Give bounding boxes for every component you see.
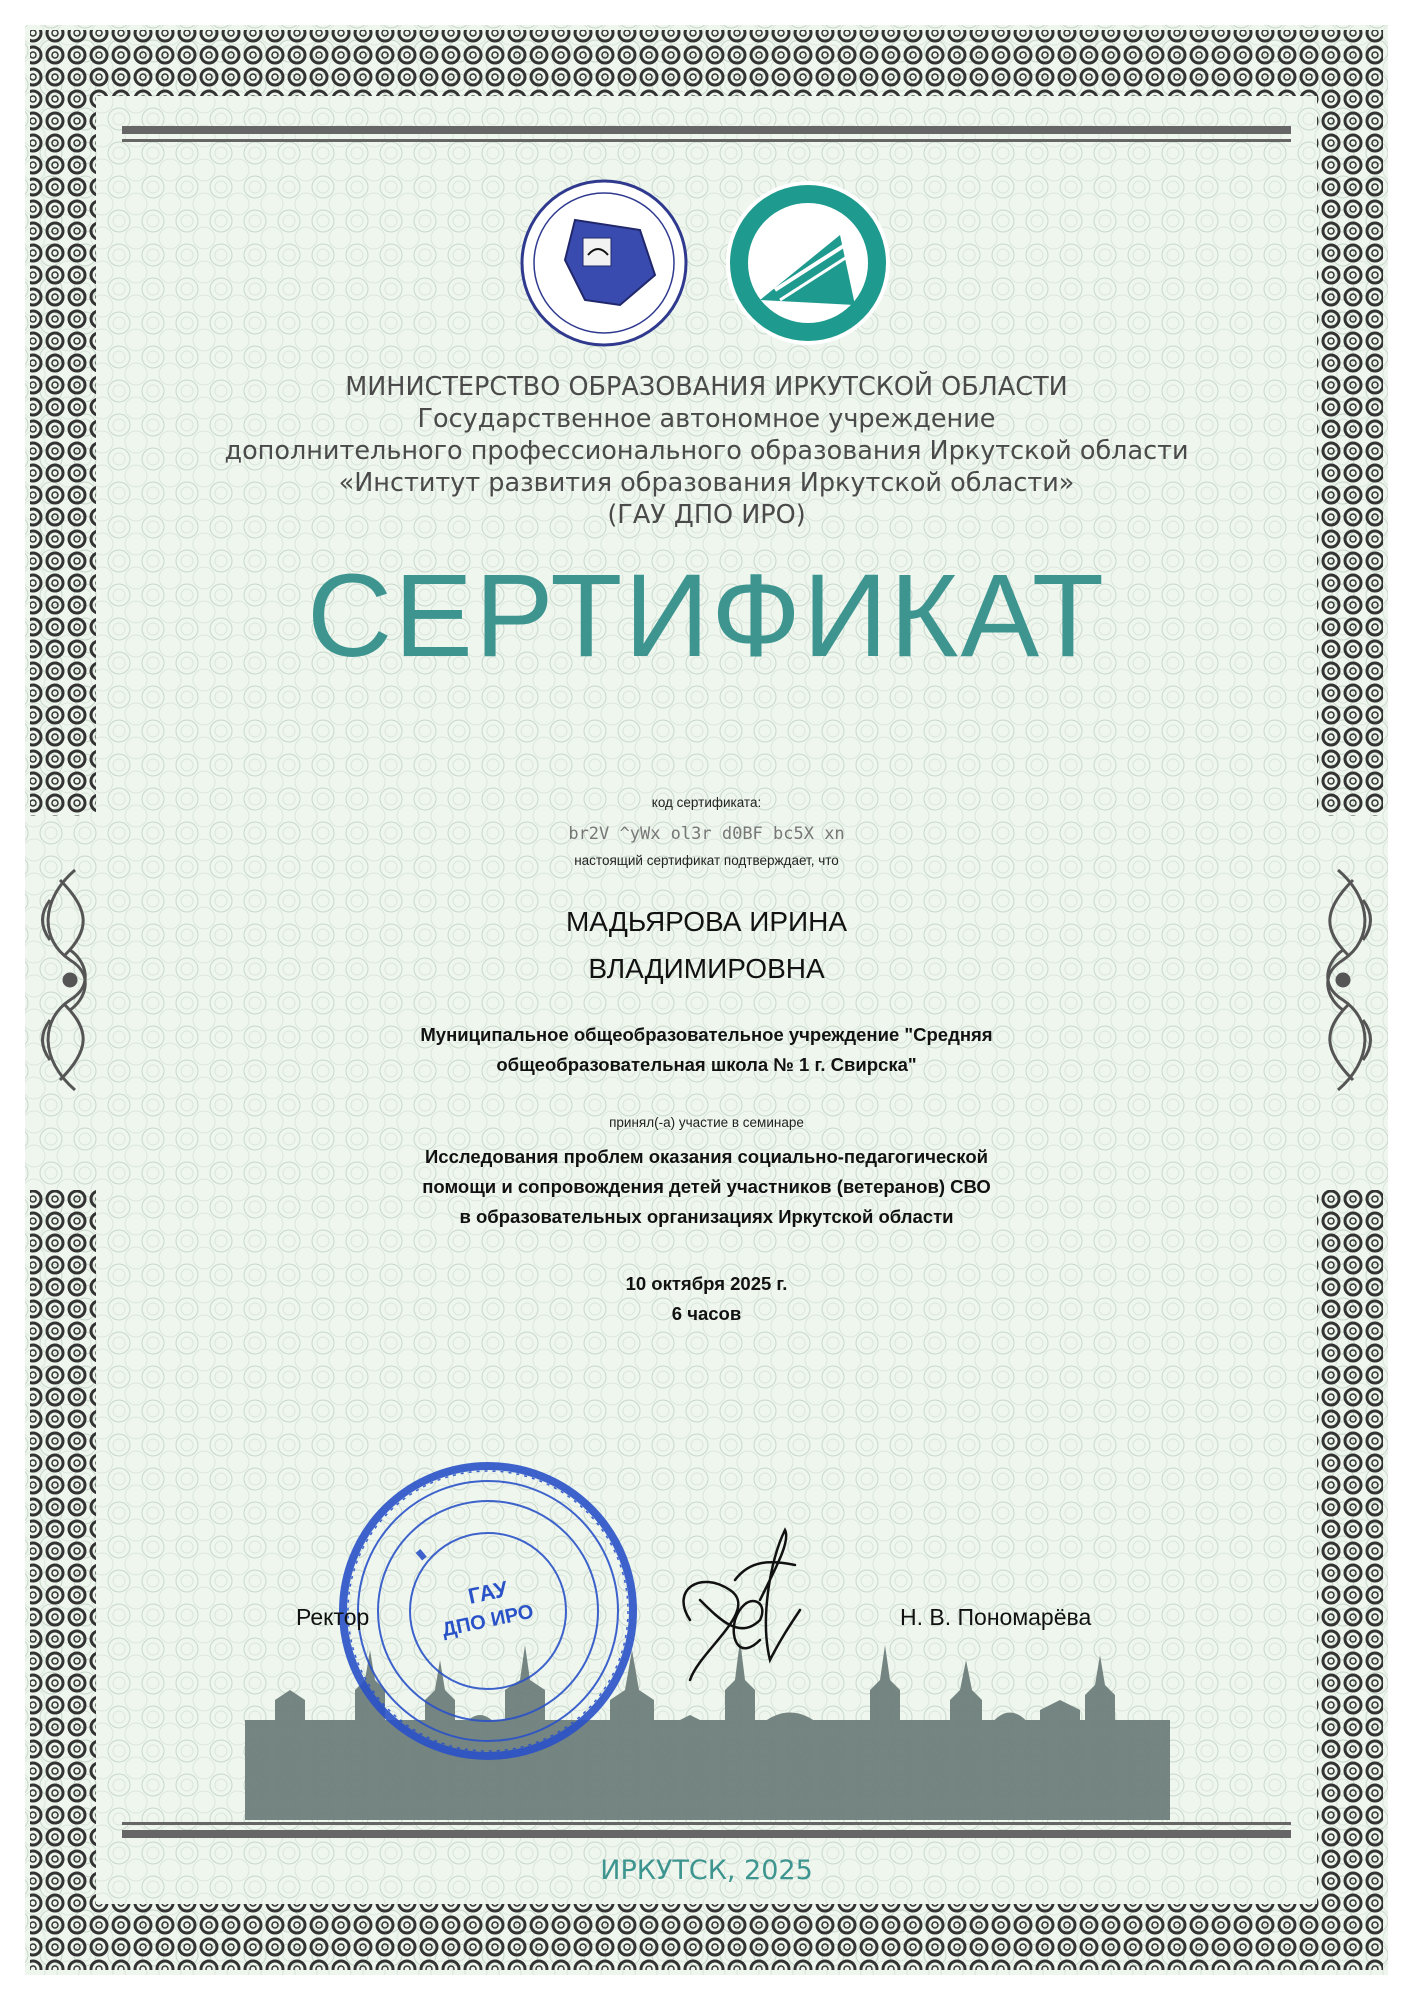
event-hours: 6 часов [671, 1303, 742, 1324]
event-title-line-1: Исследования проблем оказания социально-педагогической [424, 1146, 988, 1167]
top-rule [122, 126, 1291, 142]
certificate-code: br2V ^yWx ol3r d0BF bc5X xn [568, 824, 845, 844]
header-line-5: (ГАУ ДПО ИРО) [607, 500, 806, 530]
organization-line-1: Муниципальное общеобразовательное учреждение "Средняя [420, 1024, 993, 1045]
recipient-name-line-2: ВЛАДИМИРОВНА [588, 953, 825, 984]
event-date: 10 октября 2025 г. [625, 1273, 788, 1294]
header-line-3: дополнительного профессионального образования Иркутской области [224, 436, 1189, 466]
signature-role: Ректор [296, 1604, 370, 1630]
bottom-rule [122, 1822, 1291, 1838]
header-ministry: МИНИСТЕРСТВО ОБРАЗОВАНИЯ ИРКУТСКОЙ ОБЛАСТИ [345, 372, 1068, 402]
event-title-line-3: в образовательных организациях Иркутской области [459, 1206, 954, 1227]
header-line-4: «Институт развития образования Иркутской области» [338, 468, 1075, 498]
confirms-text: настоящий сертификат подтверждает, что [574, 853, 839, 868]
organization-line-2: общеобразовательная школа № 1 г. Свирска" [496, 1054, 917, 1075]
stamp-center-text-1: ГАУ [465, 1576, 510, 1609]
certificate-title: СЕРТИФИКАТ [306, 550, 1107, 682]
event-title-line-2: помощи и сопровождения детей участников (ветеранов) СВО [422, 1176, 991, 1197]
ministry-logo [522, 181, 686, 345]
certificate-code-label: код сертификата: [651, 795, 762, 810]
footer-city-year: ИРКУТСК, 2025 [600, 1855, 813, 1886]
institute-logo [726, 181, 890, 345]
participation-text: принял(-а) участие в семинаре [609, 1115, 804, 1130]
stamp-center-text-2: ДПО ИРО [440, 1600, 536, 1642]
recipient-name-line-1: МАДЬЯРОВА ИРИНА [565, 906, 848, 937]
signature-name: Н. В. Пономарёва [900, 1604, 1092, 1630]
header-line-2: Государственное автономное учреждение [417, 404, 996, 434]
